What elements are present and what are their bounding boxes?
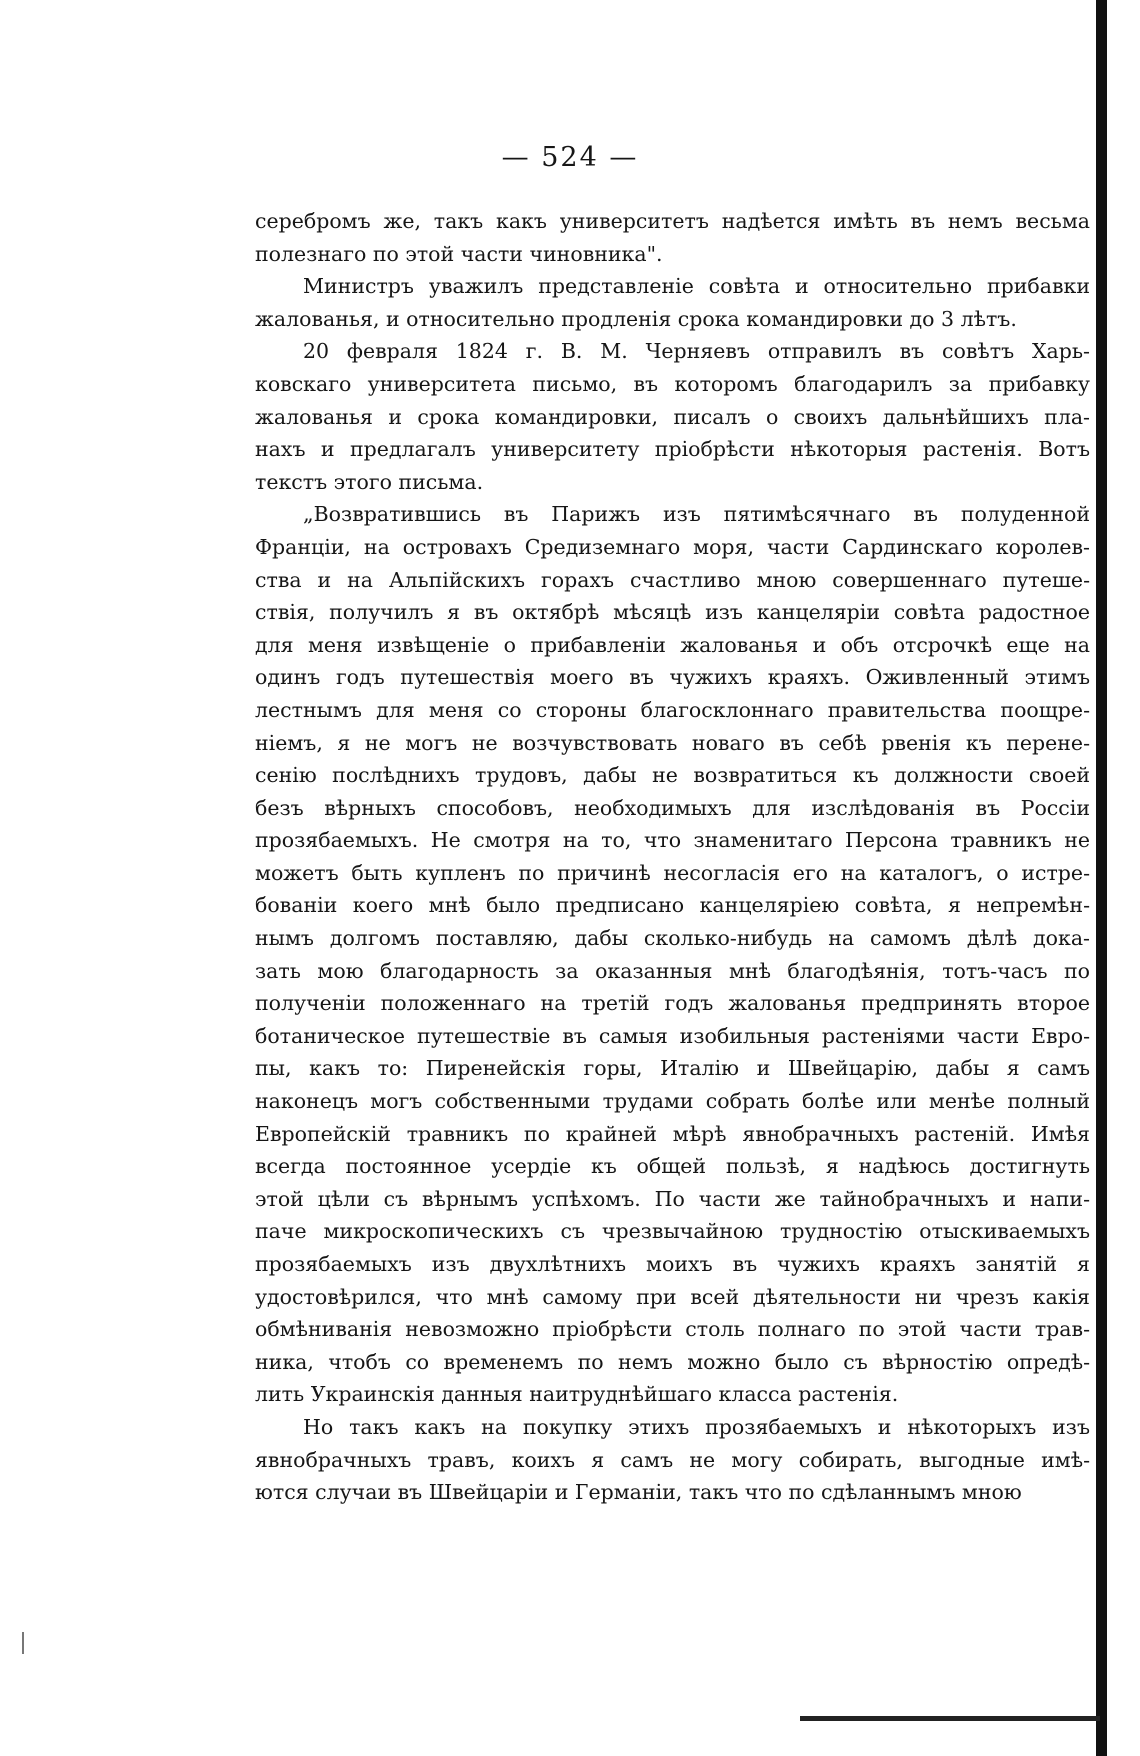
text-line: прозябаемыхъ. Не смотря на то, что знаменитаго Персона травникъ не [255,828,1090,853]
text-line: ніемъ, я не могъ не возчувствовать новаго въ себѣ рвенія къ перене- [255,730,1090,755]
paragraph [255,1411,1090,1509]
text-line: всегда постоянное усердіе къ общей пользѣ, я надѣюсь достигнуть [255,1154,1090,1179]
text-line: паче микроскопическихъ съ чрезвычайною трудностію отыскиваемыхъ [255,1219,1090,1244]
text-line: можетъ быть купленъ по причинѣ несогласія его на каталогъ, о истре- [255,860,1090,885]
page-number: — 524 — [501,142,639,173]
text-line: пы, какъ то: Пиренейскія горы, Италію и Швейцарію, дабы я самъ [255,1056,1090,1081]
text-line: безъ вѣрныхъ способовъ, необходимыхъ для изслѣдованія въ Россіи [255,795,1090,820]
text-line: этой цѣли съ вѣрнымъ успѣхомъ. По части же тайнобрачныхъ и напи- [255,1186,1090,1211]
text-line: полезнаго по этой части чиновника". [255,241,663,266]
text-line: прозябаемыхъ изъ двухлѣтнихъ моихъ въ чужихъ краяхъ занятій я [255,1252,1090,1276]
text-line: лить Украинскія данныя наитруднѣйшаго класса растенія. [255,1382,899,1407]
scan-speck [22,1632,24,1654]
body-text [255,205,1090,1509]
text-line: ства и на Альпійскихъ горахъ счастливо мною совершеннаго путеше- [255,567,1090,592]
text-line: нымъ долгомъ поставляю, дабы сколько-нибудь на самомъ дѣлѣ дока- [255,926,1090,951]
text-line: ботаническое путешествіе въ самыя изобильныя растеніями части Евро- [255,1023,1090,1048]
text-line: серебромъ же, такъ какъ университетъ надѣется имѣть въ немъ весьма [255,209,1090,233]
paragraph [255,205,1090,270]
text-line: явнобрачныхъ травъ, коихъ я самъ не могу собирать, выгодные имѣ- [255,1447,1090,1472]
text-line: для меня извѣщеніе о прибавленіи жалованья и объ отсрочкѣ еще на [255,632,1090,657]
paragraph [255,498,1090,1411]
paragraph [255,335,1090,498]
text-line: полученіи положеннаго на третій годъ жалованья предпринять второе [255,991,1090,1016]
text-line: Франціи, на островахъ Средиземнаго моря, части Сардинскаго королев- [255,534,1090,559]
text-line: сенію послѣднихъ трудовъ, дабы не возвратиться къ должности своей [255,763,1090,788]
text-line: Но такъ какъ на покупку этихъ прозябаемыхъ и нѣкоторыхъ изъ [303,1414,1090,1439]
text-line: ются случаи въ Швейцаріи и Германіи, такъ что по сдѣланнымъ мною [255,1480,1022,1505]
text-line: обмѣниванія невозможно пріобрѣсти столь полнаго по этой части трав- [255,1317,1090,1342]
text-line: жалованья, и относительно продленія срока командировки до 3 лѣтъ. [255,306,1017,331]
text-line: текстъ этого письма. [255,469,484,494]
text-line: нахъ и предлагалъ университету пріобрѣсти нѣкоторыя растенія. Вотъ [255,437,1090,462]
text-line: ковскаго университета письмо, въ которомъ благодарилъ за прибавку [255,371,1090,396]
text-line: жалованья и срока командировки, писалъ о своихъ дальнѣйшихъ пла- [255,404,1090,429]
text-line: ствія, получилъ я въ октябрѣ мѣсяцѣ изъ канцеляріи совѣта радостное [255,600,1090,625]
paragraph [255,270,1090,335]
bottom-edge-rule [800,1716,1100,1721]
text-line: зать мою благодарность за оказанныя мнѣ благодѣянія, тотъ-часъ по [255,958,1090,983]
text-line: наконецъ могъ собственными трудами собрать болѣе или менѣе полный [255,1089,1090,1114]
text-line: Министръ уважилъ представленіе совѣта и относительно прибавки [303,274,1090,299]
text-line: удостовѣрился, что мнѣ самому при всей дѣятельности ни чрезъ какія [255,1284,1090,1309]
text-line: 20 февраля 1824 г. В. М. Черняевъ отправилъ въ совѣтъ Харь- [303,339,1090,364]
text-line: „Возвратившись въ Парижъ изъ пятимѣсячнаго въ полуденной [303,502,1090,527]
page-edge-rule [1096,0,1107,1756]
text-line: ника, чтобъ со временемъ по немъ можно было съ вѣрностію опредѣ- [255,1349,1090,1374]
text-line: бованіи коего мнѣ было предписано канцеляріею совѣта, я непремѣн- [255,893,1090,918]
text-line: одинъ годъ путешествія моего въ чужихъ краяхъ. Оживленный этимъ [255,665,1090,690]
text-line: Европейскій травникъ по крайней мѣрѣ явнобрачныхъ растеній. Имѣя [255,1121,1090,1146]
text-line: лестнымъ для меня со стороны благосклоннаго правительства поощре- [255,697,1090,722]
